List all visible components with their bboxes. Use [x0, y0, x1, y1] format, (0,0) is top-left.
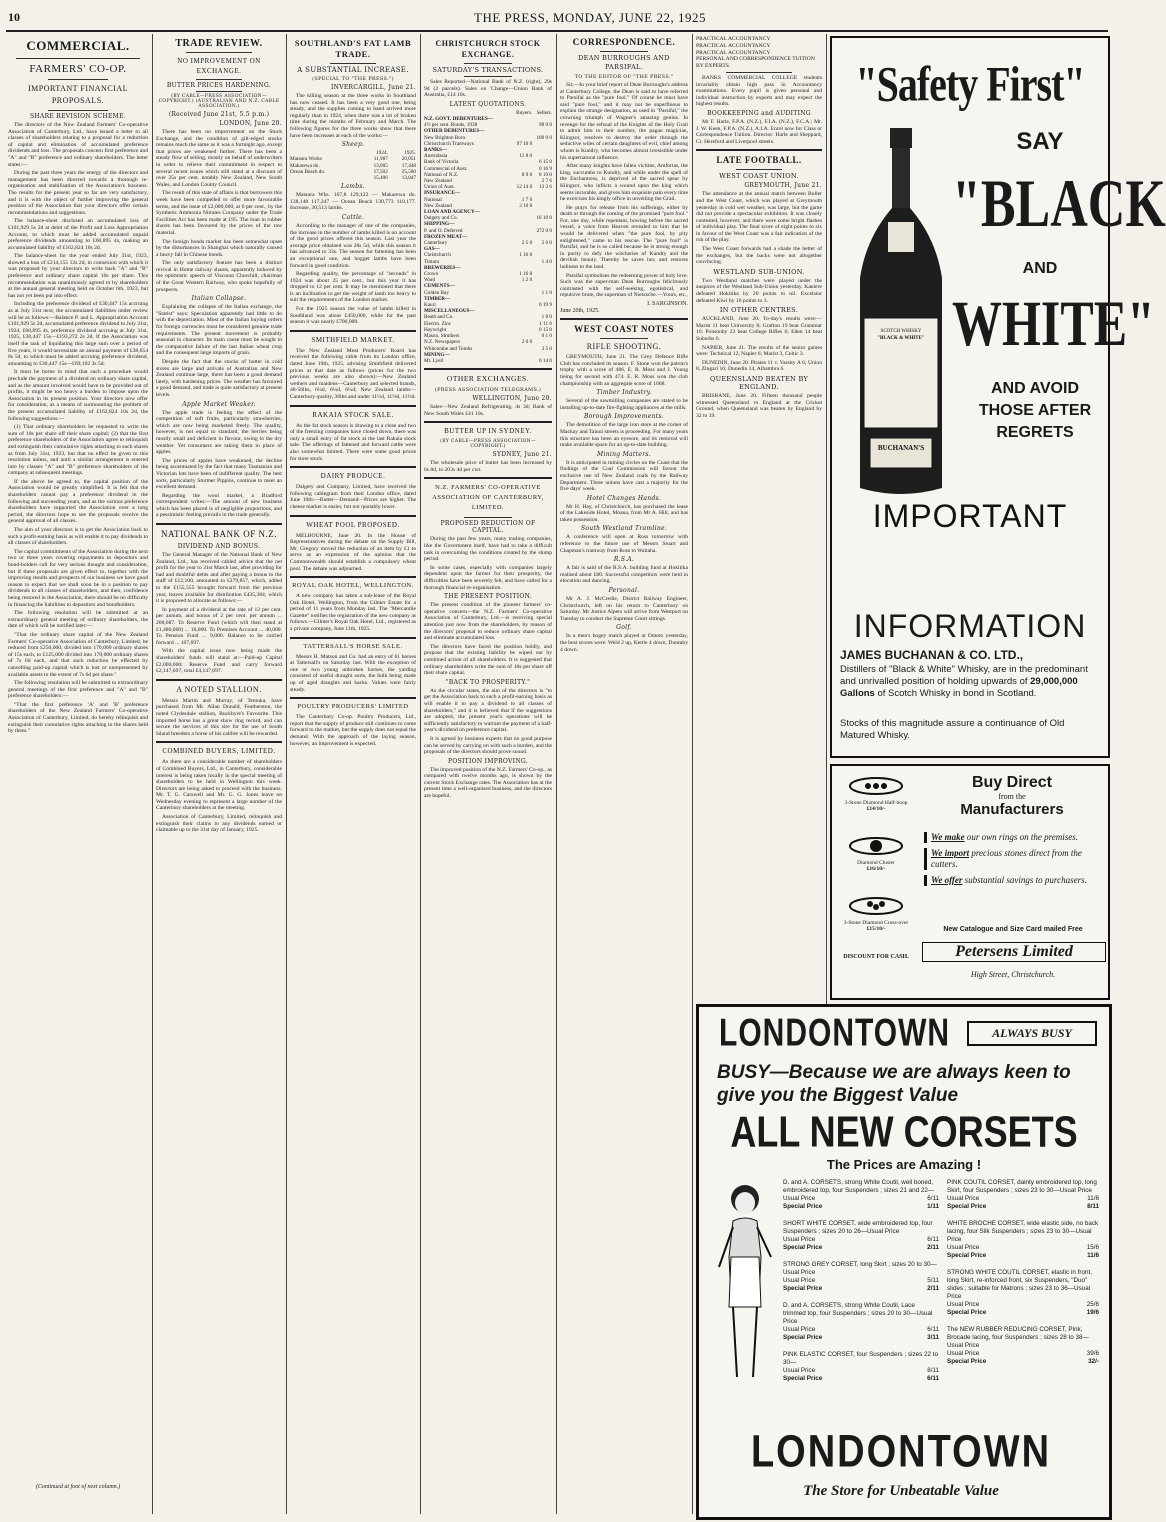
masthead-rule [6, 30, 1108, 32]
whisky-advert-info [830, 608, 1110, 758]
paper-title: THE PRESS, MONDAY, JUNE 22, 1925 [474, 10, 706, 25]
article-subhead: "BACK TO PROSPERITY." [445, 678, 531, 686]
corset-item [783, 1179, 939, 1211]
article-body: Mr A. J. McCredie, District Railway Engineer, Christchurch, left on his return to Canterbury on Saturday. Mr Justice Alpers will arrive from Westport on Tuesday to conduct the Supreme Court sittings. [560, 596, 688, 622]
usual-price: 25/6 [1086, 1301, 1099, 1308]
ad-white: WHITE" [952, 286, 1155, 360]
special-label: Special Price [947, 1252, 987, 1259]
usual-label: Usual Price [783, 1326, 816, 1333]
table-row: Makarewa do. 13,005 17,448 [290, 162, 416, 169]
column-rule [556, 34, 557, 1514]
dateline: WELLINGTON, June 20. [472, 395, 552, 403]
dateline: LONDON, June 20. [219, 120, 282, 127]
editor-note: TO THE EDITOR OF "THE PRESS." [574, 74, 674, 80]
article-body: A new company has taken a sub-lease of the Royal Oak Hotel, Wellington, from the Gilmer Estate for a period of 11 years from Monday last. The "Mercantile Gazette" notifies the registration of the new company as follows:—Gilmer's Royal Oak Hotel, Ltd., registered as a private company, June 11th, 1925. [290, 593, 416, 633]
table-row: Kauri 0 19 9 [424, 302, 552, 309]
table-row: TIMBER— [424, 295, 451, 302]
ring-icon [846, 834, 906, 858]
article-body: MELBOURNE, June 20. In the House of Representatives during the debate on the Supply Bill, Mr. Gregory moved the reduction of an item by £1 to serve as an expression of the opinion that the Commonwealth should establish a compulsory wheat pool. The debate was adjourned. [290, 532, 416, 572]
table-row: LOAN AND AGENCY— [424, 209, 480, 216]
article-headline: NATIONAL BANK OF N.Z. [161, 529, 277, 540]
article-subhead: Personal. [608, 587, 640, 595]
usual-label: Usual Price [783, 1236, 816, 1243]
table-heading: LATEST QUOTATIONS. [449, 100, 527, 108]
corset-item [947, 1220, 1099, 1260]
whisky-bottle-icon [846, 128, 956, 498]
special-price: 11/6 [1087, 1252, 1099, 1259]
quotations-table [424, 110, 552, 364]
received-note: (Received June 21st, 5.5 p.m.) [168, 111, 270, 118]
article-body: BANKS COMMERCIAL COLLEGE students invariably obtain high pass in Accountancy examinations. Every pupil is given personal and individual instruction by experts and may expect the highest results. [696, 74, 822, 108]
article-body: The Canterbury Co-op. Poultry Producers, Ltd., report that the supply of produce still continues to come forward to the market, but the supply does not equal the demand. With the approach of the laying season, however, an improvement is expected. [290, 714, 416, 747]
table-row: BREWERIES— [424, 264, 461, 271]
special-price: 2/11 [927, 1285, 939, 1292]
dateline: INVERCARGILL, June 21. [331, 84, 416, 91]
special-label: Special Price [783, 1334, 823, 1341]
column-rule [420, 34, 421, 1514]
usual-price: 11/6 [1087, 1195, 1099, 1202]
corset-description: D. and A. CORSETS, strong White Coutil, well boned, embroidered top, four Suspenders ; sizes 21 and 22— [783, 1179, 935, 1194]
special-label: Special Price [783, 1375, 823, 1382]
table-row: Mason, Struthers 0 1 0 [424, 333, 552, 340]
article-subhead: BUTTER PRICES HARDENING. [166, 82, 272, 89]
article-subhead: DIVIDEND AND BONUS. [177, 543, 261, 551]
article-headline: CORRESPONDENCE. [572, 38, 676, 48]
table-row: Mataura Works 11,987 20,051 [290, 156, 416, 163]
table-row: INSURANCE— [424, 190, 461, 197]
ad-avoid: AND AVOID THOSE AFTER REGRETS [978, 380, 1092, 441]
corset-description: PINK COUTIL CORSET, dainty embroidered top, long Skirt, four Suspenders ; sizes 23 to 30—Usual Price [947, 1179, 1097, 1194]
bottle-brand: BUCHANAN'S [877, 444, 925, 452]
article-body: The apple trade is feeling the effect of the competition of soft fruits, particularly strawberries, which are now being marketed freely. The quality, however, is not equal to standard, the berries being mostly small and deficient in flavour, owing to the dry weather. Yet consumers are taking them in place of apples. The prices of apples have weakened, the decline being accentuated by the fact that many Tasmanian and Victorian lots have been of indifferent quality. The best sorts, particularly Sturmer Pippins, continue to meet an excellent demand. Regarding the wool market, a Bradford correspondent writes:—The amount of new business which has been placed is of negligible proportions, and a pessimistic feeling prevails in the trade generally. [156, 409, 282, 519]
table-row: GAS— [424, 246, 440, 253]
usual-price: 5/11 [927, 1277, 939, 1284]
special-price: 1/11 [927, 1203, 939, 1210]
article-subhead: Mining Matters. [597, 450, 651, 458]
usual-label: Usual Price [947, 1195, 980, 1202]
table-row: Commercial of Aust. 0 16 9 [424, 165, 552, 172]
corset-item [783, 1302, 939, 1342]
jewellery-advert [830, 764, 1110, 1000]
article-body: Dalgety and Company, Limited, have received the following cablegram from their London office, dated June 19th:—Butter—Demand—Prices are higher. The cheese market is easier, but not quotably lower. [290, 484, 416, 510]
article-body: AUCKLAND, June 20. To-day's results were:—Marist 11 beat University 8; Grafton 19 beat Grammar 16; Ponsonby 23 beat College Rifles 6; Eden 14 beat Suburbs 6. NAPIER, June 21. The results of the senior games were: Technical 12, Napier 6; Marist 3, Celtic 3. DUNEDIN, June 20. Pirates 11 v. Varsity A 6; Union 8, Zingari 16; Dunedin 14, Alhambra 6. [696, 316, 822, 373]
column-football [696, 36, 822, 1036]
ad-stocks: Stocks of this magnitude assure a continuance of Old Matured Whisky. [840, 718, 1065, 741]
always-busy: ALWAYS BUSY [967, 1021, 1097, 1046]
table-label: Lambs. [341, 183, 365, 191]
article-body: According to the manager of one of the companies, the increase in the number of lambs killed is on account of the good prices offered this season. Last year the average price obtained was 28s 5d, while this season it has advanced to 33s. The season for fattening has been an exceptional one, and hogget lambs have been forward in good condition. Regarding quality, the percentage of "seconds" in 1924 was about 25 per cent., but this year it has dropped to 12 per cent. It may be mentioned that there is an inclination to get the weight of lamb too heavy to suit the requirements of the London market. For the 1925 season the value of lambs killed in Southland was about £450,000, while for the past season it was nearly £700,000. [290, 222, 416, 326]
article-subhead: QUEENSLAND BEATEN BY ENGLAND. [709, 374, 809, 391]
special-label: Special Price [947, 1309, 987, 1316]
article-headline: CHRISTCHURCH STOCK EXCHANGE. [435, 39, 541, 59]
article-body: The wholesale price of butter has been increased by 6s 8d, to 203s 4d per cwt. [424, 460, 552, 473]
special-price: 32/- [1088, 1358, 1099, 1365]
letter-date: June 20th, 1925. [560, 307, 600, 314]
article-body: BRISBANE, June 20. Fifteen thousand people witnessed Queensland vs England at the Cricket Ground, when Queensland was beaten by England by 32 to 19. [696, 392, 822, 419]
article-headline: WEST COAST NOTES [574, 324, 674, 335]
ad-title: "Safety First" [855, 55, 1085, 112]
usual-price: 39/6 [1086, 1350, 1099, 1357]
column-fat-lamb [290, 36, 416, 1516]
table-label: Cattle. [341, 213, 365, 221]
corsets-advert [696, 1004, 1112, 1520]
article-subhead: IMPORTANT FINANCIAL PROPOSALS. [27, 84, 128, 105]
article-headline: A NOTED STALLION. [176, 684, 262, 694]
column-correspondence [560, 36, 688, 1516]
corset-item [947, 1326, 1099, 1366]
special-label: Special Price [947, 1203, 987, 1210]
article-subhead: Italian Collapse. [191, 295, 247, 303]
table-row: New Zealand 2 7 6 [424, 178, 552, 185]
article-body: The New Zealand Meat Producers' Board has received the following cable from its London office, dated June 19th, 1925, advising Smithfield delivered prices at that date as follows (prices for the two previous weeks are also shown):—New Zealand wethers and maidens—Canterbury and selected brands, 48-56lbs, 6¼d, 6¼d, 6¼d; New Zealand lambs—Canterbury quality, 36lbs and under 11½d, 11½d, 11½d. [290, 347, 416, 401]
column-trade-review [156, 36, 282, 1516]
article-subhead: A SUBSTANTIAL INCREASE. [297, 66, 409, 74]
article-subhead: Timber Industry. [596, 389, 652, 397]
article-body: As there are a considerable number of shareholders of Combined Buyers, Ltd., in Canterbury, considerable interest is being taken locally in the special meeting of shareholders to be held in Wellington this week. Directors are being asked to proceed with the business. Mr. T. G. Carswell and Mr. G. G. Jones leave on Wednesday evening to represent a large number of the Canterbury shareholders at the meeting. Association of Canterbury, Limited, relinquish and extinguish their claims to any dividends earned or claimable up to the 31st day of January, 1925. [156, 759, 282, 834]
table-row: Electro. Zinc 1 11 6 [424, 320, 552, 327]
article-headline: TRADE REVIEW. [175, 38, 263, 49]
ring-item: 3-Stone Diamond Half-hoop £14/10/- [836, 774, 916, 834]
article-body: There has been no improvement on the Stock Exchange, and the condition of gilt-edged stocks remains much the same as it was a fortnight ago, except that prices are weakened further. There has been a steady flow of selling, mostly on behalf of underwriters in order to relieve their commitment in respect to several recent issues which still stand at a discount of over 25s per cent. notably New Zealand, New South Wales, and London County Council. The result of this state of affairs is that borrowers this week have been compelled to offer more favourable terms, and the issue of £2,000,000, at 6 per cent., by the Synthetic Ammonia Nitrates Company under the Trade Facilities Act has been made at £95. The loan in rubber shares has been favoured by the prices of the raw material. The foreign bonds market has been somewhat upset by the disturbances in Shanghai which naturally caused a heavy fall in Chinese bonds. The only satisfactory feature has been a distinct revival in Home railway shares, apparently induced by the optimistic speech of Viscount Churchill, chairman of the Great Western Railway, who spoke hopefully of prospects. [156, 129, 282, 293]
table-row: Buyers. Sellers. [516, 109, 552, 116]
article-headline: BUTTER UP IN SYDNEY. [444, 427, 532, 436]
article-subhead: R.S.A. [613, 556, 635, 564]
article-headline: TATTERSALL'S HORSE SALE. [303, 642, 403, 650]
article-headline: LATE FOOTBALL. [716, 155, 802, 166]
article-subhead: South Westland Tramline. [580, 525, 668, 533]
table-row: OTHER DEBENTURES— [424, 128, 485, 135]
table-row: Australasia 11 8 0 [424, 153, 533, 160]
article-body: It is anticipated in mining circles on the Coast that the findings of the Coal Commission will favour the exclusive use of New Zealand coals by the Railway Department. Three unions have cast a majority for the five days' week. [560, 459, 688, 493]
tagline: BUSY—Because we are always keen to give you the Biggest Value [717, 1062, 1071, 1106]
section-heading: COMMERCIAL. [26, 38, 130, 53]
usual-label: Usual Price [783, 1195, 816, 1202]
table-row: Christchurch Tramways 97 10 0 [424, 140, 533, 147]
article-body: Several of the sawmilling companies are stated to be installing up-to-date fire-fighting appliances at the mills. [560, 398, 688, 411]
article-headline: ROYAL OAK HOTEL, WELLINGTON. [292, 582, 414, 590]
article-body: Mataura Wks. 167,8 129,122 — Makarewa do. 138,148 117,247 — Ocean Beach 130,773 110,177. Increase, 30,513 lambs. [290, 192, 416, 212]
article-headline: COMBINED BUYERS, LIMITED. [162, 747, 276, 756]
dateline: GREYMOUTH, June 21. [744, 182, 822, 190]
article-body: GREYMOUTH, June 21. The Grey Defence Rifle Club has concluded its season. F. Stone won the patron's trophy with a score of 486, E. R. Moss and J. Young tieing for second with 474. E. R. Moss won the club championship with an aggregate score of 1668. [560, 354, 688, 387]
ad-description: Distillers of "Black & White" Whisky, are in the predominant and unrivalled position of holding upwards of 29,000,000 Gallons of Scotch Whisky in bond in Scotland. [840, 664, 1088, 699]
corset-item [947, 1269, 1099, 1317]
article-body: During the past few years, many trading companies, like the Government itself, have had to take a difficult task in overcoming the conditions created by the slump period. In some cases, especially with companies largely dependent upon the farmer for their prosperity, the difficulties have been severely felt, and have called for a thorough financial re-organisation. [424, 536, 552, 591]
column-rule [692, 34, 693, 1514]
article-body: As the fat stock season is drawing to a close and two of the freezing companies have closed down, there was only a small entry of fat stock at the last Rakaia stock sale. The offerings of fattened and forward cattle were also somewhat limited. There were some good prices for store stock. [290, 422, 416, 462]
corset-description: STRONG WHITE COUTIL CORSET, elastic in front, long Skirt, re-inforced front, six Suspenders, "Duo" slides ; suitable for Matrons ; sizes 23 to 36—Usual Price [947, 1269, 1092, 1300]
discount-note: DISCOUNT FOR CASH. [843, 954, 909, 960]
table-row: Ward 1 2 6 [424, 277, 533, 284]
article-subhead: DEAN BURROUGHS AND PARSIFAL. [578, 54, 670, 71]
article-subhead: Apple Market Weaker. [182, 400, 256, 408]
article-body: Explaining the collapse of the Italian exchange, the "Statist" says: Speculation apparently had little to do with the depreciation. Most of the Italian buying orders for foreign currencies must be considered genuine trade requirements. The present movement is probably seasonal in character. Its main cause must be sought in the comparative failure of the last Italian wheat crop and the consequent large imports of grain. Despite the fact that the stocks of butter in cold stores are large and arrivals of Australian and New Zealand continue large, there has been a good demand lately, with hardening prices. The weather has favoured a good demand, and trade is quite satisfactory at present levels. [156, 304, 282, 398]
article-headline: SMITHFIELD MARKET. [311, 335, 395, 344]
table-row: Christchurch 1 16 0 [424, 252, 533, 259]
special-label: Special Price [783, 1285, 823, 1292]
special-label: Special Price [947, 1358, 987, 1365]
article-subhead: PROPOSED REDUCTION OF CAPITAL. [440, 520, 536, 535]
table-row: Canterbury 2 5 0 2 6 0 [424, 240, 552, 247]
article-body: The directors of the New Zealand Farmers' Co-operative Association of Canterbury, Ltd., have issued a letter to all classes of shareholders relating to a proposal for a reduction of capital and elimination of accumulated preference dividends and loss. The proposals concern first preference and "A" and "B" preference and ordinary shareholders. The letter states:— During the past three years the energy of the directors and management has been directed towards a thorough re-organisation and stabilisation of the Association's business. The results for the present year so far are very satisfactory, and it is with the object of further improving the general position of the Association that your directors offer certain recommendations and suggestions. The balance-sheet disclosed an accumulated loss of £101,929 5s 2d at debit of the Profit and Loss Appropriation Account, to which must be added accumulated unpaid preference dividends amounting to £60,895 4s, making an accumulated liability of £162,824 10s 2d. The balance-sheet for the year ended July 31st, 1923, showed a loss of £214,155 12s 2d, in connexion with which it was proposed by your directors to write back "A" and "B" preference and ordinary share capital 10s per share. This recommendation was unanimously agreed to by shareholders at the annual general meeting held on October 6th, 1923, but has not yet been put into effect. Including the preference dividend of £30,447 15s accruing as at July 31st next, the accumulated liabilities under review will be as follows:—Balance P. and L. Appropriation Account £101,929 5s 2d, accumulated preference dividend to July 31st, 1924, £60,895 4s, preference dividend accruing at July 31st, 1925, £30,447 15s—£193,272 2s 2d. If the Association was itself the task of liquidating this large sum over a period of five years, it would necessitate an annual payment of £38,654 8s 5d, to which must be added accruing preference dividend, amounting to £30,447 15s—£69,102 3s 5d. It must be borne in mind that such a procedure would preclude the payment of a dividend on ordinary share capital, and as the amount involved would have to be provided out of profits, it might be too heavy a burden to impose upon the Association in its present position. Your directors now offer for consideration, as a means of surmounting the problem of the present accumulated liability of £162,824 10s 2d, the following suggestions:— (1) That ordinary shareholders be requested to write the sum of 10s per share off their share capital; (2) that the first preference shareholders of the Association agree to relinquish and extinguish their cumulative rights attaching to such shares as from July 31st, 1923, but that no effect be given to this resolution unless, and until a similar arrangement is entered into by classes "A" and "B" preference shareholders of the company at subsequent meetings. If the above be agreed to, the capital position of the Association would be greatly simplified. It is felt that the shareholders cannot pay a preference dividend in the following and succeeding years, and as the various preference shareholders have supported the Association over a long period, the directors hope to see the proposals receive the general approval of all classes. The aim of your directors is to get the Association back to such a profit-earning basis as will enable it to pay dividends to all classes of shareholders. The capital commitments of the Association during the next two or three years covering repayments to depositors and bond-holders call for very serious thought and consideration, but if these proposals are given effect to, together with the improving results and prospects of our business we have good reason to expect that we shall soon be in a position to pay dividends to all classes of shareholders, and then, confidence being restored in the Association, there should be no difficulty in financing the liabilities to depositors and bondholders. The following resolution will be submitted at an extraordinary general meeting of ordinary shareholders, the date of which will be notified later:— "That the ordinary share capital of the New Zealand Farmers' Co-operative Association of Canterbury, Limited, be reduced from £250,000, divided into 170,000 ordinary shares of 15s each, to £125,000 divided into 170,000 ordinary shares of 7s 6d each, and that such reduction be effected by cancelling paid-up capital which is lost or unrepresented by available assets to the extent of 7s 6d per share." The following resolution will be submitted to extraordinary general meetings of the first preference and "A" and "B" preference shareholders:— "That the first preference 'A' and 'B' preference shareholders of the New Zealand Farmers' Co-operative Association of Canterbury, Limited, do hereby relinquish and extinguish their cumulative rights attaching to the shares held by them." [8, 122, 148, 735]
column-stock-exchange [424, 36, 552, 1516]
right-price-list [947, 1179, 1099, 1375]
table-row: Haywright 0 15 0 [424, 326, 552, 333]
brand-logo: Petersens Limited [922, 942, 1106, 962]
corset-figure-icon [711, 1177, 781, 1387]
usual-label: Usual Price [783, 1277, 816, 1284]
article-body: Sales—New Zealand Refrigerating, 4s 3d; Bank of New South Wales £41 10s. [424, 404, 552, 417]
ring-item: Diamond Cluster £16/10/- [836, 834, 916, 894]
table-row: 1924. 1925. [376, 150, 416, 157]
article-body: The General Manager of the National Bank of New Zealand, Ltd., has received cabled advice that the net profit for the year to 31st March last, after providing for bad and doubtful debts and after paying a bonus to the staff of £12,100, amounted to £279,857, which, added to the £155,555 brought forward from the previous year, leaves available for distribution £435,384, which it is proposed to allocate as follows:— In payment of a dividend at the rate of 12 per cent. per annum, and bonus of 2 per cent. per annum ... 208,687. To Reserve Fund (which will then stand at £1,480,000) ... 10,000. To Premises Account ... 40,000. To Pension Fund ... 9,000. Balance to be carried forward ... 167,697. With the capital issue now being made the shareholders' funds will stand at:—Paid-up Capital £2,000,000; Reserve Fund and carry forward £2,147,697; total £4,147,697. [156, 552, 282, 675]
table-row: National of N.Z. 8 9 0 8 19 0 [424, 171, 552, 178]
corset-description: SHORT WHITE CORSET, wide embroidered top, four Suspenders ; sizes 20 to 26—Usual Price [783, 1220, 933, 1235]
whisky-advert [830, 36, 1166, 620]
article-body: Two Westland matches were played under the auspices of the Westland Sub-Union yesterday. Kaniere defeated Hokitika by 20 points to nil. Excelsior defeated Kiwi by 16 points to 3. [696, 277, 822, 304]
special-label: Special Price [783, 1244, 823, 1251]
table-row: MINING— [424, 351, 450, 358]
article-body: In a men's bogey match played at Omoto yesterday, the best scores were: Weld 2 up, Kettle 4 down, Dunmby 4 down. [560, 633, 688, 653]
article-headline: POULTRY PRODUCERS' LIMITED [297, 703, 409, 711]
article-subhead: WESTLAND SUB-UNION. [713, 267, 805, 276]
brand-address: High Street, Christchurch. [970, 970, 1056, 979]
article-headline: OTHER EXCHANGES. [446, 374, 530, 384]
article-headline: SOUTHLAND'S FAT LAMB TRADE. [294, 38, 412, 59]
article-subhead: SATURDAY'S TRANSACTIONS. [432, 66, 544, 74]
special-price: 6/11 [927, 1375, 939, 1382]
accountancy-ad: PRACTICAL ACCOUNTANCY PRACTICAL ACCOUNTANCY PRACTICAL ACCOUNTANCY PERSONAL AND CORRESPONDENCE TUITION BY EXPERTS. [696, 36, 815, 70]
article-body: The killing season at the three works in Southland has now ceased. It has been a very good one, being steady, and the supplies coming to hand arrived more regularly than in 1924, when there was a lot of broken time during the months of February and March. The following figures for the three works show that there have been increases at each of the works:— [290, 93, 416, 139]
corset-item [947, 1179, 1099, 1211]
table-row: Ocean Beach do. 17,502 25,580 [290, 168, 416, 175]
special-price: 8/11 [1087, 1203, 1099, 1210]
article-body: Messrs Martin and Murray, of Temuka, have purchased from Mr. Allan Donald, Featherston, the noted Clydesdale stallion, Buckbyre's Favourite. This imported horse has a great show ring record, and can secure the services of this sire for the use of South Island breeders a horse of his calibre will be rewarded. [156, 697, 282, 737]
table-row: P. and O. Deferred 272 0 0 [424, 227, 552, 234]
table-row: Whitcombe and Tombs 3 5 0 [424, 345, 552, 352]
table-row: New Brighton Boro. 100 0 0 [424, 134, 552, 141]
usual-price: 8/11 [927, 1367, 939, 1374]
all-new-corsets: ALL NEW CORSETS [730, 1106, 1078, 1156]
corset-description: The NEW RUBBER REDUCING CORSET, Pink, Brocade lacing, four Suspenders ; sizes 28 to 38—Usual Price [947, 1326, 1089, 1349]
article-body: A conference will open at Ross tomorrow with reference to the future use of Messrs Stuart and Chapman's tramway from Ross to Waitaha. [560, 534, 688, 554]
table-row: BANKS— [424, 147, 448, 153]
bottom-logo: LONDONTOWN [750, 1426, 1052, 1478]
article-body: Sir,—In your brief report of Dean Burroughs's address at Canterbury College, the Dean is said to have referred to Parsifal as the "pure fool." Of course he must have said "pure fool," and it may not be superfluous to explain the strange designation, as used in "Parsifal," the crowning triumph of Wagner's amazing genius. In revenge for the refusal of the Knights of the Holy Grail to admit him to their number, the pagan magician, Klingsor, resolves to destroy the order through the seductive wiles of certain daughters of evil, chief among whom is Kundry, who becomes almost irresistible under his supernatural influence. After many knights have fallen victims, Amfortas, the king, succumbs to Kundry, and while under the spell of the Enchantress, is deprived of the sacred spear by Klingsor, who inflicts a wound upon the king which seems incurable, and gives him exquisite pain every time he exercises his kingly office in unveiling the Grail. He prays for release from his sufferings, either by death or through the coming of the promised "pure fool." For, one day, while repentant, bowing before the sacred vessel, a voice from Heaven revealed to him that he would be delivered when "the pure fool, by pity enlightened," came to his rescue. The "pure fool" is Parsifal, and he is so called because he is strong enough in purity to defy the witcheries of Kundry and the devilish beauty. Thereby he saves her, and restores holiness to the land. Parsifal symbolises the redeeming power of holy love. Such was the super-man Dean Burroughs felicitously contrasted with the self-seeking, egotistical, and repulsive brute, the superman of Nietzsche.—Yours, etc., [560, 82, 688, 299]
special-price: 2/11 [927, 1244, 939, 1251]
article-body: The present condition of the pioneer farmers' co-operative concern—the N.Z. Farmers' Co-operative Association of Canterbury, Ltd.—is receiving special attention just now from the shareholders, by reason of the directors' proposal to reduce ordinary share capital and eliminate accumulated loss. The directors have faced the position boldly, and propose that the existing liability be wiped out by combined action of all shareholders. It is suggested that ordinary shareholders write the sum of 10s per share off their share capital. [424, 602, 552, 677]
ring-icon [846, 894, 906, 918]
table-row: N.Z. GOVT. DEBENTURES— [424, 115, 493, 122]
article-body: Messrs H. Matson and Co. had an entry of 61 horses at Tattersall's on Saturday last. With the exception of one or two young unbroken horses, the yarding consisted of useful draught sorts, the bulk being made up of aged draughts and hacks. Values were fairly steady. [290, 653, 416, 693]
ad-important: IMPORTANT [872, 498, 1068, 534]
article-headline: FARMERS' CO-OP. [29, 63, 127, 75]
prices-amazing: The Prices are Amazing ! [826, 1157, 982, 1172]
left-price-list [783, 1179, 939, 1392]
table-row: MISCELLANEOUS— [424, 308, 475, 315]
corset-item [783, 1351, 939, 1383]
article-subhead: Hotel Changes Hands. [586, 494, 662, 502]
article-body: As the circular states, the aim of the directors is "to get the Association back to such a profit-earning basis as will enable it to pay a dividend to all classes of shareholders," and it is believed that if the suggestions are adopted, the present year's operations will be sufficiently satisfactory to warrant the payment of a half-year's dividend on preference capital. It is agreed by business experts that no good purpose can be served by carrying on with such a burden, and the proposals of the directors should prove sound. [424, 687, 552, 756]
ad-and: AND [1022, 260, 1058, 277]
ad-say: SAY [1016, 128, 1064, 155]
bottle-label: SCOTCH WHISKY "BLACK & WHITE" [877, 329, 925, 341]
usual-label: Usual Price [947, 1350, 980, 1357]
article-subhead: NO IMPROVEMENT ON EXCHANGE. [177, 57, 261, 75]
cable-credit: (BY CABLE—PRESS ASSOCIATION—COPYRIGHT.) [440, 439, 536, 450]
special-price: 19/6 [1086, 1309, 1099, 1316]
special-price: 3/11 [927, 1334, 939, 1341]
article-subhead: WEST COAST UNION. [719, 172, 799, 181]
signature: I. SARGINSON. [647, 301, 688, 307]
corset-description: PINK ELASTIC CORSET, four Suspenders ; sizes 22 to 30— [783, 1351, 939, 1366]
usual-price: 6/11 [927, 1195, 939, 1202]
usual-label: Usual Price [783, 1367, 816, 1374]
table-row: Golden Bay 1 1 0 [424, 289, 552, 296]
special-label: Special Price [783, 1203, 823, 1210]
table-row: National 1 7 0 [424, 196, 533, 203]
article-subhead: IN OTHER CENTRES. [719, 306, 799, 315]
table-row: 15,406 13,047 [373, 174, 416, 181]
article-body: A fair is said of the R.S.A. building fund at Hokitika realised about £80. Successful competitors were held in elocution and dancing. [560, 565, 688, 585]
ring-list [836, 774, 916, 960]
table-row: Beath and Co. 1 8 0 [424, 314, 552, 321]
article-body: The improved position of the N.Z. Farmers' Co-op., as compared with twelve months ago, is shown by the current Stock Exchange rates. The Association has at the present time a well-organised business, and the directors are hopeful. [424, 766, 552, 800]
page-number: 10 [8, 10, 20, 24]
table-label: Sheep. [341, 141, 365, 149]
ring-item: 3-Stone Diamond Cross-over £15/10/- [836, 894, 916, 954]
article-body: The demolition of the large iron store at the corner of Mackay and Tainui streets is proceeding. For many years this structure has been an eyesore, and its removal will make available space for an up-to-date building. [560, 422, 688, 449]
article-body: Mr H. Hay, of Christchurch, has purchased the lease of the Lakeside Hotel, Moana, from Mr A. Hill, and has taken possession. [560, 503, 688, 523]
catalogue-note: New Catalogue and Size Card mailed Free [943, 926, 1083, 933]
article-body: Sales Reported—National Bank of N.Z. (right), 29s 9d (2 parcels). Sales on 'Change—Union Bank of Australia, £14 10s. [424, 79, 552, 99]
column-commercial [8, 36, 148, 1516]
usual-label: Usual Price [947, 1244, 980, 1251]
table-row: Mt. Lyell 0 14 0 [424, 357, 552, 364]
table-row: Union of Aust. 12 14 0 13 2 6 [424, 184, 552, 191]
selling-points: We make our own rings on the premises. We import precious stones direct from the cutters. We offer substantial savings to purchasers. [924, 832, 1102, 891]
ad-information: INFORMATION [853, 608, 1087, 644]
column-rule [152, 34, 153, 1514]
table-row: 4½ per cent. Bonds, 1938 98 0 0 [424, 122, 552, 129]
article-subhead: Golf. [616, 624, 632, 632]
cable-credit: (BY CABLE—PRESS ASSOCIATION—COPYRIGHT.) (AUSTRALIAN AND N.Z. CABLE ASSOCIATION.) [158, 94, 280, 109]
continued-note: (Continued at foot of next column.) [35, 1484, 121, 1490]
sheep-table [290, 150, 416, 181]
usual-price: 15/6 [1086, 1244, 1099, 1251]
column-rule [286, 34, 287, 1514]
londontown-logo: LONDONTOWN [719, 1011, 951, 1055]
article-body: The attendance at the annual match between Buller and the West Coast, which was played at Greymouth yesterday in cold wet weather, was large, but the game did not provide a spectacular exhibition. It was closely contested, however, and there were some bright flashes of individual play. The final score of eight points to six in favour of the West Coast was a fair indication of the run of the play. The West Coast forwards had a shade the better of the exchanges, but the backs were not altogether convincing. [696, 191, 822, 266]
ring-icon [846, 774, 906, 798]
ad-company: JAMES BUCHANAN & CO. LTD., [840, 648, 1024, 662]
article-headline: N.Z. FARMERS' CO-OPERATIVE ASSOCIATION OF CANTERBURY, LIMITED. [432, 484, 544, 512]
table-row: CEMENTS— [424, 283, 455, 290]
usual-price: 6/11 [927, 1326, 939, 1333]
table-row: Dalgety and Co. 16 10 0 [424, 215, 552, 222]
corset-description: STRONG GREY CORSET, long Skirt ; sizes 20 to 30—Usual Price [783, 1261, 937, 1276]
ad-black: "BLACK [952, 167, 1166, 242]
table-row: Crown 1 16 0 [424, 271, 533, 278]
corset-description: WHITE BROCHE CORSET, wide elastic side, no back lacing, four Silk Suspenders ; sizes 23 to 30—Usual Price [947, 1220, 1099, 1243]
dateline: SYDNEY, June 21. [492, 451, 552, 459]
article-subhead: THE PRESENT POSITION. [444, 593, 532, 601]
corset-description: D. and A. CORSETS, strong White Coutil, Lace trimmed top, four Suspenders ; sizes 20 to 30—Usual Price [783, 1302, 933, 1325]
usual-label: Usual Price [947, 1301, 980, 1308]
table-row: FROZEN MEAT— [424, 233, 468, 240]
article-subhead: SHARE REVISION SCHEME. [30, 113, 126, 120]
bottom-tagline: The Store for Unbeatable Value [803, 1483, 999, 1499]
table-row: Bank of Victoria 6 15 0 [424, 159, 552, 166]
cable-credit: (PRESS ASSOCIATION TELEGRAMS.) [434, 387, 542, 394]
article-headline: RAKAIA STOCK SALE. [312, 410, 394, 419]
table-row: New Zealand 3 10 0 [424, 202, 533, 209]
corset-item [783, 1220, 939, 1252]
article-headline: WHEAT POOL PROPOSED. [306, 520, 400, 529]
table-row: N.Z. Newspapers 2 0 0 [424, 339, 533, 346]
article-body: Mr F. Harle, F.P.A. (N.Z.), F.I.A. (N.Z.), F.C.A.; Mr. J. W. Keen, F.P.A. (N.Z.), A.I.A. Enrol now for Class or Correspondence Tuition. Director: Harle and Sheppard, Cr. Hereford and Liverpool streets. [696, 118, 822, 145]
ad-subhead: BOOKKEEPING and AUDITING [707, 109, 811, 117]
usual-price: 6/11 [927, 1236, 939, 1243]
corset-item [783, 1261, 939, 1293]
article-subhead: POSITION IMPROVING. [448, 757, 528, 765]
column-rule [826, 34, 827, 1014]
article-headline: DAIRY PRODUCE. [320, 472, 386, 481]
special-credit: (SPECIAL TO "THE PRESS.") [312, 76, 394, 82]
table-row: Timaru 1 4 0 [424, 258, 552, 265]
article-subhead: Borough Improvements. [583, 413, 665, 421]
article-subhead: RIFLE SHOOTING. [586, 342, 662, 352]
table-row: SHIPPING— [424, 221, 455, 228]
buy-direct: Buy Direct from the Manufacturers [960, 774, 1064, 818]
